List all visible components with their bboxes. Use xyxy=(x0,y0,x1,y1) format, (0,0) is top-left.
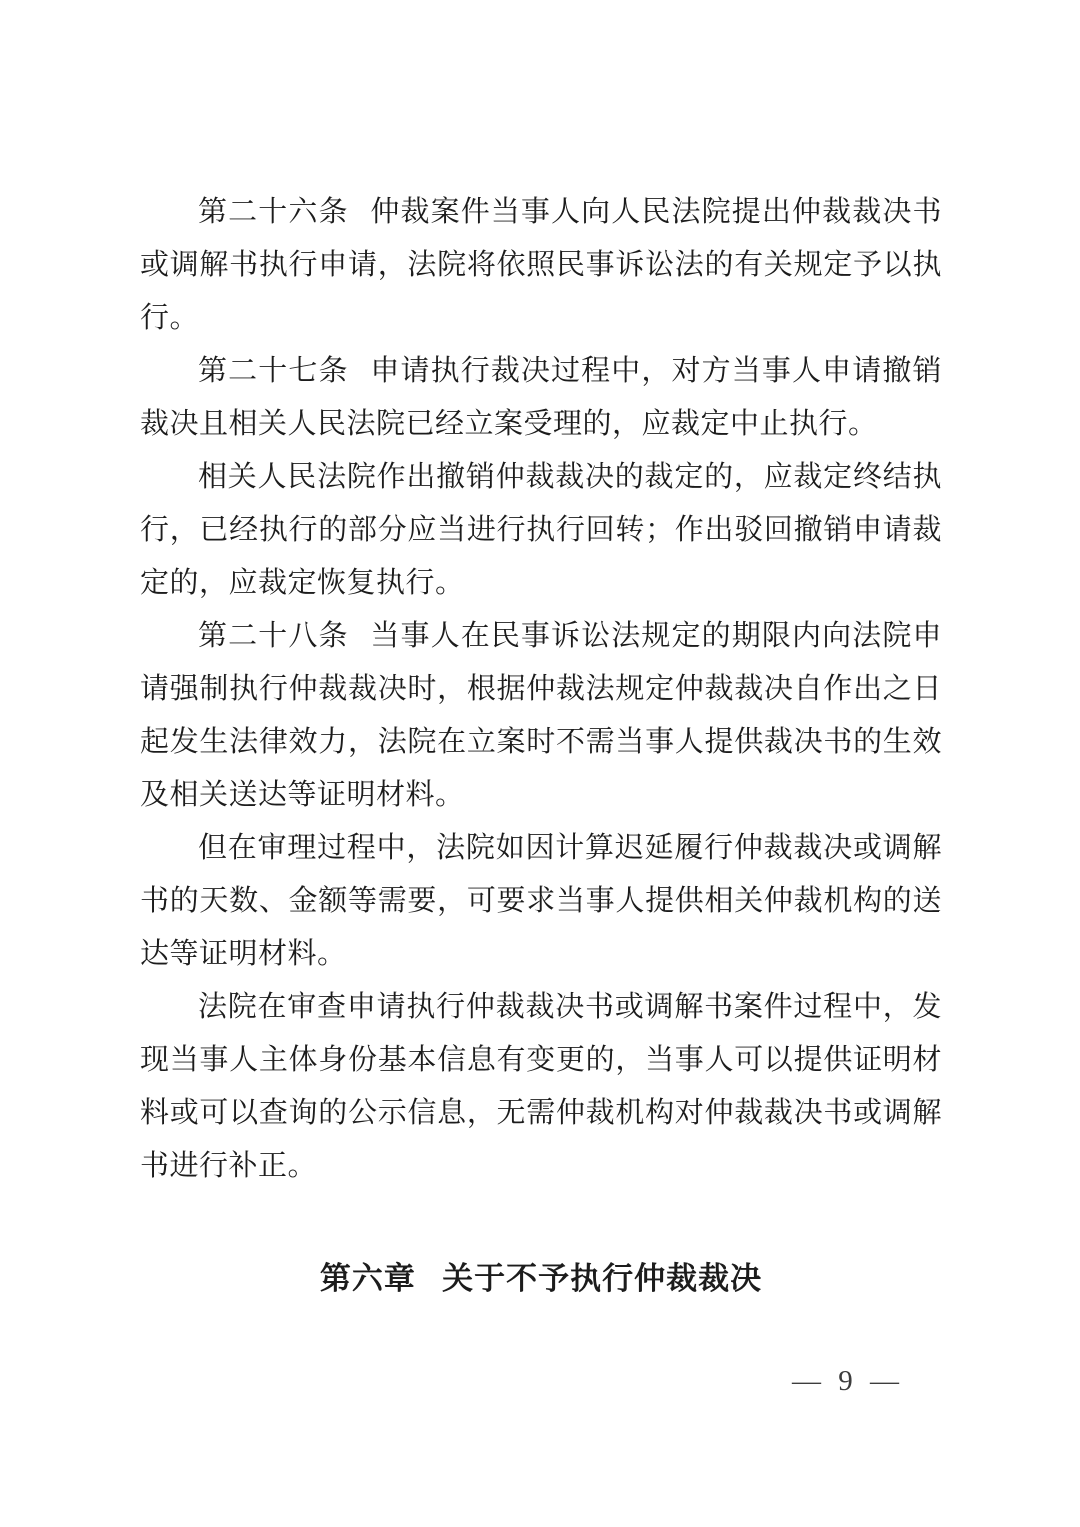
chapter-title: 关于不予执行仲裁裁决 xyxy=(442,1261,763,1296)
article-28-number: 第二十八条 xyxy=(198,620,349,652)
document-body xyxy=(140,186,942,1302)
article-26-text: 仲裁案件当事人向人民法院提出仲裁裁决书或调解书执行申请，法院将依照民事诉讼法的有关规定予以执行。 xyxy=(140,196,942,334)
article-27-text: 申请执行裁决过程中，对方当事人申请撤销裁决且相关人民法院已经立案受理的，应裁定中止执行。 xyxy=(140,355,942,440)
chapter-number: 第六章 xyxy=(319,1261,416,1296)
chapter-6-heading xyxy=(140,1256,942,1302)
article-28-text: 当事人在民事诉讼法规定的期限内向法院申请强制执行仲裁裁决时，根据仲裁法规定仲裁裁决自作出之日起发生法律效力，法院在立案时不需当事人提供裁决书的生效及相关送达等证明材料。 xyxy=(140,620,942,811)
article-27-number: 第二十七条 xyxy=(198,355,349,387)
article-26-number: 第二十六条 xyxy=(198,196,349,228)
paragraph-article-28-continuation-2: 法院在审查申请执行仲裁裁决书或调解书案件过程中，发现当事人主体身份基本信息有变更的，当事人可以提供证明材料或可以查询的公示信息，无需仲裁机构对仲裁裁决书或调解书进行补正。 xyxy=(140,991,942,1182)
paragraph-article-26 xyxy=(140,186,942,345)
paragraph-article-28-continuation-1: 但在审理过程中，法院如因计算迟延履行仲裁裁决或调解书的天数、金额等需要，可要求当事人提供相关仲裁机构的送达等证明材料。 xyxy=(140,832,942,970)
paragraph-article-27-continuation: 相关人民法院作出撤销仲裁裁决的裁定的，应裁定终结执行，已经执行的部分应当进行执行回转；作出驳回撤销申请裁定的，应裁定恢复执行。 xyxy=(140,461,942,599)
paragraph-article-27 xyxy=(140,345,942,451)
page-number: — 9 — xyxy=(792,1365,904,1397)
paragraph-article-28 xyxy=(140,610,942,822)
